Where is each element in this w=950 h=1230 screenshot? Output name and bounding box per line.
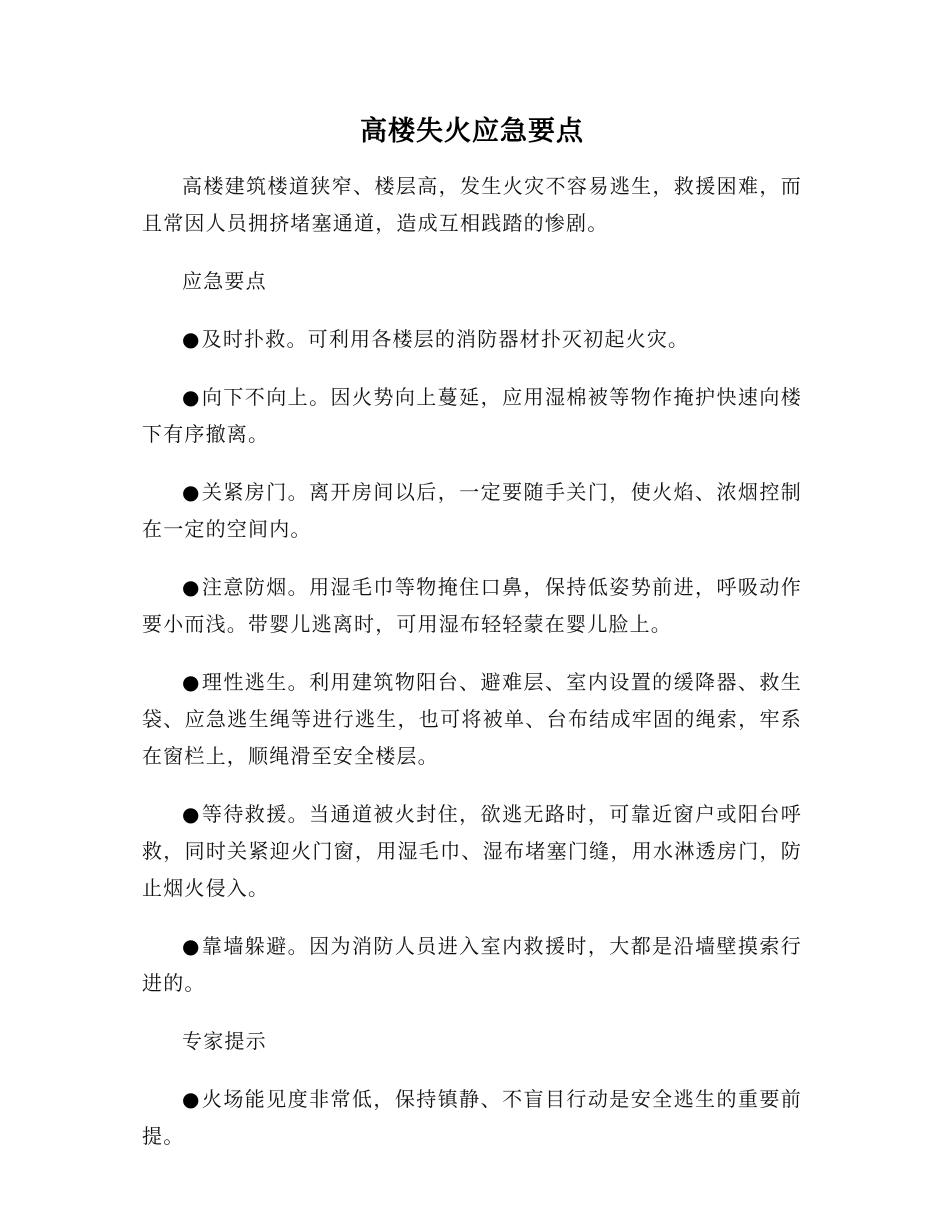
bullet-item-text: 等待救援。当通道被火封住，欲逃无路时，可靠近窗户或阳台呼救，同时关紧迎火门窗，用湿毛巾、湿布堵塞门缝，用水淋透房门，防止烟火侵入。 [142, 802, 802, 900]
bullet-icon: ● [182, 327, 201, 351]
bullet-item [142, 796, 802, 907]
intro-paragraph: 高楼建筑楼道狭窄、楼层高，发生火灾不容易逃生，救援困难，而且常因人员拥挤堵塞通道，造成互相践踏的惨剧。 [142, 174, 802, 235]
bullet-item-text: 注意防烟。用湿毛巾等物掩住口鼻，保持低姿势前进，呼吸动作要小而浅。带婴儿逃离时，可用湿布轻轻蒙在婴儿脸上。 [142, 575, 802, 636]
bullet-item-text: 及时扑救。可利用各楼层的消防器材扑灭初起火灾。 [201, 327, 690, 351]
bullet-item [142, 569, 802, 643]
section-label-emergency-points: 应急要点 [182, 269, 267, 293]
bullet-icon: ● [182, 480, 201, 504]
bullet-icon: ● [182, 575, 201, 599]
document-title: 高楼失火应急要点 [360, 116, 584, 147]
bullet-item [142, 379, 802, 453]
bullet-icon: ● [182, 1087, 201, 1111]
bullet-item [142, 928, 802, 1002]
bullet-item-text: 关紧房门。离开房间以后，一定要随手关门，使火焰、浓烟控制在一定的空间内。 [142, 480, 802, 541]
bullet-icon: ● [182, 670, 201, 694]
bullet-item [142, 664, 802, 775]
bullet-item-text: 向下不向上。因火势向上蔓延，应用湿棉被等物作掩护快速向楼下有序撤离。 [142, 385, 802, 446]
bullet-icon: ● [182, 934, 201, 958]
bullet-icon: ● [182, 802, 201, 826]
bullet-item [142, 321, 802, 358]
section-label-expert-tips: 专家提示 [182, 1029, 267, 1053]
bullet-icon: ● [182, 385, 201, 409]
document-body [142, 112, 802, 1176]
bullet-item-text: 火场能见度非常低，保持镇静、不盲目行动是安全逃生的重要前提。 [142, 1087, 802, 1148]
bullet-item-text: 靠墙躲避。因为消防人员进入室内救援时，大都是沿墙壁摸索行进的。 [142, 934, 802, 995]
bullet-item [142, 1081, 802, 1155]
bullet-item-text: 理性逃生。利用建筑物阳台、避难层、室内设置的缓降器、救生袋、应急逃生绳等进行逃生，也可将被单、台布结成牢固的绳索，牢系在窗栏上，顺绳滑至安全楼层。 [142, 670, 802, 768]
bullet-item [142, 474, 802, 548]
